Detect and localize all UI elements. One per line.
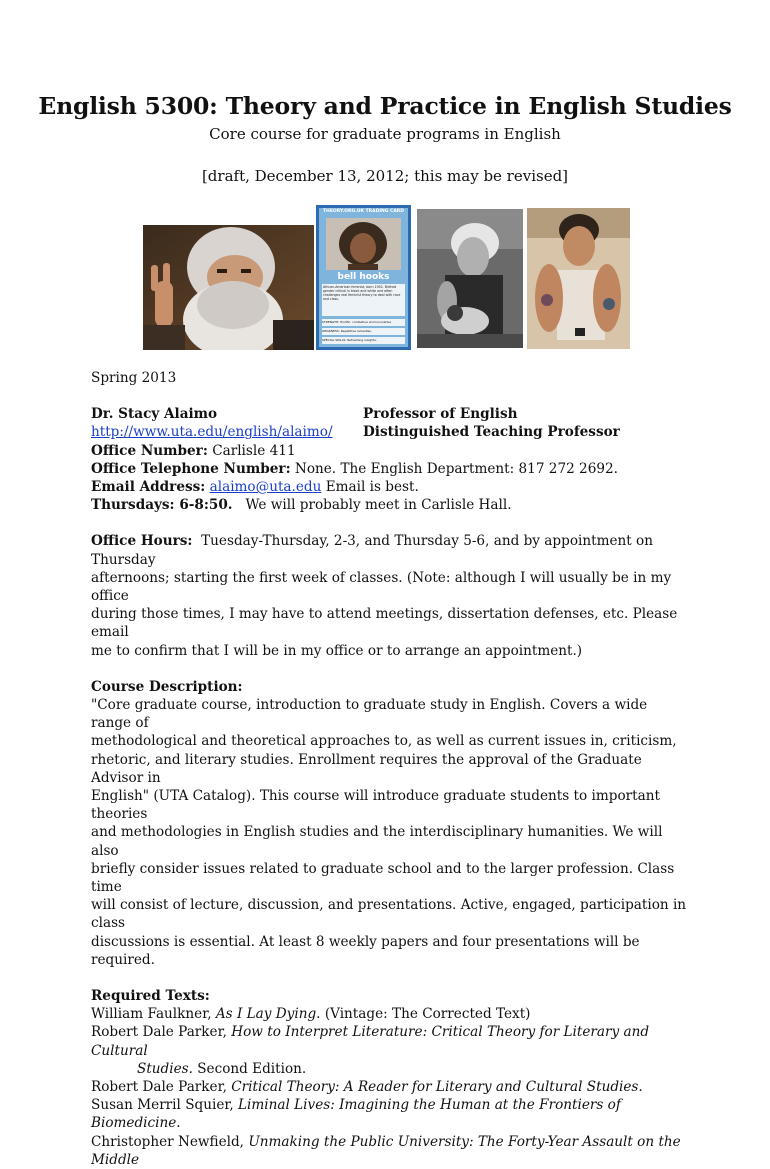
email-address xyxy=(91,478,691,496)
instructor-title-1: Professor of English xyxy=(363,406,518,423)
phone-value: None. The English Department: 817 272 2692. xyxy=(294,460,618,477)
meeting-label: Thursdays: 6-8:50. xyxy=(91,497,233,514)
text-note: Second Edition. xyxy=(192,1060,307,1077)
card-header: THEORY.ORG.UK TRADING CARD xyxy=(322,209,405,214)
email-link[interactable]: alaimo@uta.edu xyxy=(209,478,322,495)
text-title: Unmaking the Public University: The Forty-Year Assault on the Middle xyxy=(91,1133,681,1168)
instructor-row-1 xyxy=(91,405,691,423)
required-text-item xyxy=(91,1060,691,1078)
required-text-item xyxy=(91,1005,691,1023)
photo-man-with-cat xyxy=(417,209,523,348)
required-text-item xyxy=(91,1078,691,1096)
meeting-note: We will probably meet in Carlisle Hall. xyxy=(245,497,512,514)
course-description-line: "Core graduate course, introduction to graduate study in English. Covers a wide range of xyxy=(91,697,648,732)
course-description-line: rhetoric, and literary studies. Enrollment requires the approval of the Graduate Advisor in xyxy=(91,751,642,786)
card-portrait xyxy=(326,218,401,270)
office-number-label: Office Number: xyxy=(91,442,208,459)
text-note: . (Vintage: The Corrected Text) xyxy=(316,1006,531,1023)
theorist-photos xyxy=(0,205,770,350)
syllabus-body xyxy=(91,369,691,1169)
text-title: Critical Theory: A Reader for Literary and Cultural Studies. xyxy=(231,1079,643,1096)
photo-bearded-man xyxy=(143,225,314,350)
office-hours-line: afternoons; starting the first week of classes. (Note: although I will usually be in my office xyxy=(91,569,672,604)
office-phone xyxy=(91,460,691,478)
text-author: Christopher Newfield, xyxy=(91,1133,249,1150)
phone-label: Office Telephone Number: xyxy=(91,460,291,477)
text-author: Robert Dale Parker, xyxy=(91,1079,232,1096)
required-texts-label: Required Texts: xyxy=(91,988,210,1005)
card-stat-2: WEAKNESS: Repetitive remedies. xyxy=(322,328,405,335)
office-number-value: Carlisle 411 xyxy=(212,442,296,459)
draft-note: [draft, December 13, 2012; this may be revised] xyxy=(201,167,569,185)
text-title: How to Interpret Literature: Critical Theory for Literary and Cultural xyxy=(91,1024,650,1059)
office-hours-section xyxy=(91,532,691,659)
office-hours-line: me to confirm that I will be in my office or to arrange an appointment.) xyxy=(91,642,583,659)
instructor-title-2: Distinguished Teaching Professor xyxy=(363,424,620,441)
card-stats xyxy=(322,319,405,344)
instructor-name: Dr. Stacy Alaimo xyxy=(91,406,218,423)
course-description-label: Course Description: xyxy=(91,678,243,695)
course-description-line: will consist of lecture, discussion, and presentations. Active, engaged, participation in class xyxy=(91,897,687,932)
page-title: English 5300: Theory and Practice in English Studies xyxy=(38,92,732,120)
office-hours-line: Tuesday-Thursday, 2-3, and Thursday 5-6, and by appointment on Thursday xyxy=(91,533,653,568)
course-description-line: English" (UTA Catalog). This course will introduce graduate students to important theories xyxy=(91,788,660,823)
instructor-row-2 xyxy=(91,423,691,441)
instructor-url-link[interactable]: http://www.uta.edu/english/alaimo/ xyxy=(91,424,333,441)
card-stat-3: SPECIAL SKILLS: Refreshing insights. xyxy=(322,337,405,344)
office-number xyxy=(91,442,691,460)
meeting-time xyxy=(91,496,691,514)
photo-tattooed-man xyxy=(527,208,630,349)
card-description: African-American feminist, born 1952. Birthed gender critical in black and white and often challenges real feminist theory to deal with race and class. xyxy=(322,284,405,316)
required-text-item xyxy=(91,1133,691,1169)
required-texts-section xyxy=(91,987,691,1169)
course-description-line: discussions is essential. At least 8 weekly papers and four presentations will be required. xyxy=(91,933,640,968)
card-name: bell hooks xyxy=(337,272,390,282)
card-stat-1: STRENGTH: Prolific, combative and innovative xyxy=(322,319,405,326)
required-text-item xyxy=(91,1096,691,1132)
text-author: Susan Merril Squier, xyxy=(91,1097,239,1114)
office-hours-label: Office Hours: xyxy=(91,533,193,550)
text-title: As I Lay Dying xyxy=(215,1006,317,1023)
required-text-item xyxy=(91,1023,691,1059)
office-hours-line: during those times, I may have to attend meetings, dissertation defenses, etc. Please email xyxy=(91,606,678,641)
course-description-line: methodological and theoretical approaches to, as well as current issues in, criticism, xyxy=(91,733,677,750)
photo-trading-card xyxy=(316,205,411,350)
page-subtitle: Core course for graduate programs in English xyxy=(209,125,561,143)
text-author: William Faulkner, xyxy=(91,1006,216,1023)
semester: Spring 2013 xyxy=(91,370,177,386)
course-description-section xyxy=(91,678,691,969)
email-label: Email Address: xyxy=(91,478,206,495)
course-description-line: briefly consider issues related to graduate school and to the larger profession. Class time xyxy=(91,860,675,896)
course-description-line: and methodologies in English studies and the interdisciplinary humanities. We will also xyxy=(91,824,663,859)
email-note: Email is best. xyxy=(325,478,419,495)
text-title: Liminal Lives: Imagining the Human at the Frontiers of Biomedicine. xyxy=(91,1097,621,1132)
text-author: Robert Dale Parker, xyxy=(91,1024,232,1041)
text-title: Studies. xyxy=(137,1060,193,1077)
